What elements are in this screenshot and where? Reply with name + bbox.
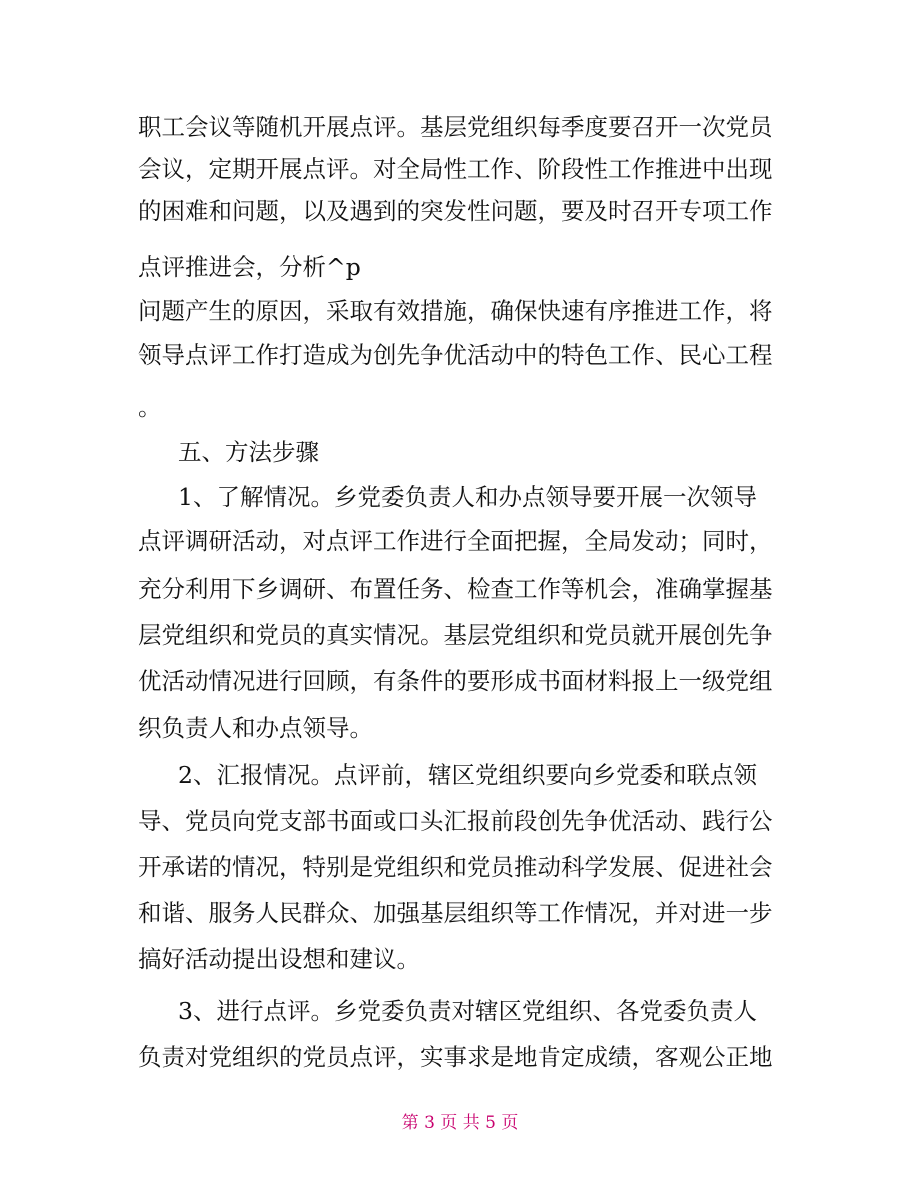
text-line-5: 问题产生的原因，采取有效措施，确保快速有序推进工作，将 — [138, 297, 773, 325]
text-line-7: 。 — [138, 393, 162, 421]
paragraph-3-start: 3、进行点评。乡党委负责对辖区党组织、各党委负责人 — [178, 997, 757, 1025]
text-line-10: 点评调研活动，对点评工作进行全面把握，全局发动；同时， — [138, 527, 773, 555]
text-line-6: 领导点评工作打造成为创先争优活动中的特色工作、民心工程 — [138, 341, 773, 369]
text-line-3: 的困难和问题，以及遇到的突发性问题，要及时召开专项工作 — [138, 197, 773, 225]
text-line-18: 和谐、服务人民群众、加强基层组织等工作情况，并对进一步 — [138, 899, 773, 927]
text-line-17: 开承诺的情况，特别是党组织和党员推动科学发展、促进社会 — [138, 853, 773, 881]
text-line-1: 职工会议等随机开展点评。基层党组织每季度要召开一次党员 — [138, 113, 773, 141]
text-line-11: 充分利用下乡调研、布置任务、检查工作等机会，准确掌握基 — [138, 575, 773, 603]
section-heading: 五、方法步骤 — [178, 438, 319, 466]
paragraph-1-start: 1、了解情况。乡党委负责人和办点领导要开展一次领导 — [178, 483, 757, 511]
page-number-label: 第 3 页 共 5 页 — [401, 1113, 519, 1133]
text-line-2: 会议，定期开展点评。对全局性工作、阶段性工作推进中出现 — [138, 155, 773, 183]
page-footer — [0, 1112, 920, 1134]
text-line-13: 优活动情况进行回顾，有条件的要形成书面材料报上一级党组 — [138, 667, 773, 695]
text-line-12: 层党组织和党员的真实情况。基层党组织和党员就开展创先争 — [138, 621, 773, 649]
text-line-16: 导、党员向党支部书面或口头汇报前段创先争优活动、践行公 — [138, 807, 773, 835]
paragraph-2-start: 2、汇报情况。点评前，辖区党组织要向乡党委和联点领 — [178, 761, 757, 789]
text-line-4: 点评推进会，分析^p — [138, 253, 361, 281]
text-line-21: 负责对党组织的党员点评，实事求是地肯定成绩，客观公正地 — [138, 1043, 773, 1071]
text-line-19: 搞好活动提出设想和建议。 — [138, 945, 420, 973]
text-line-14: 织负责人和办点领导。 — [138, 714, 373, 742]
